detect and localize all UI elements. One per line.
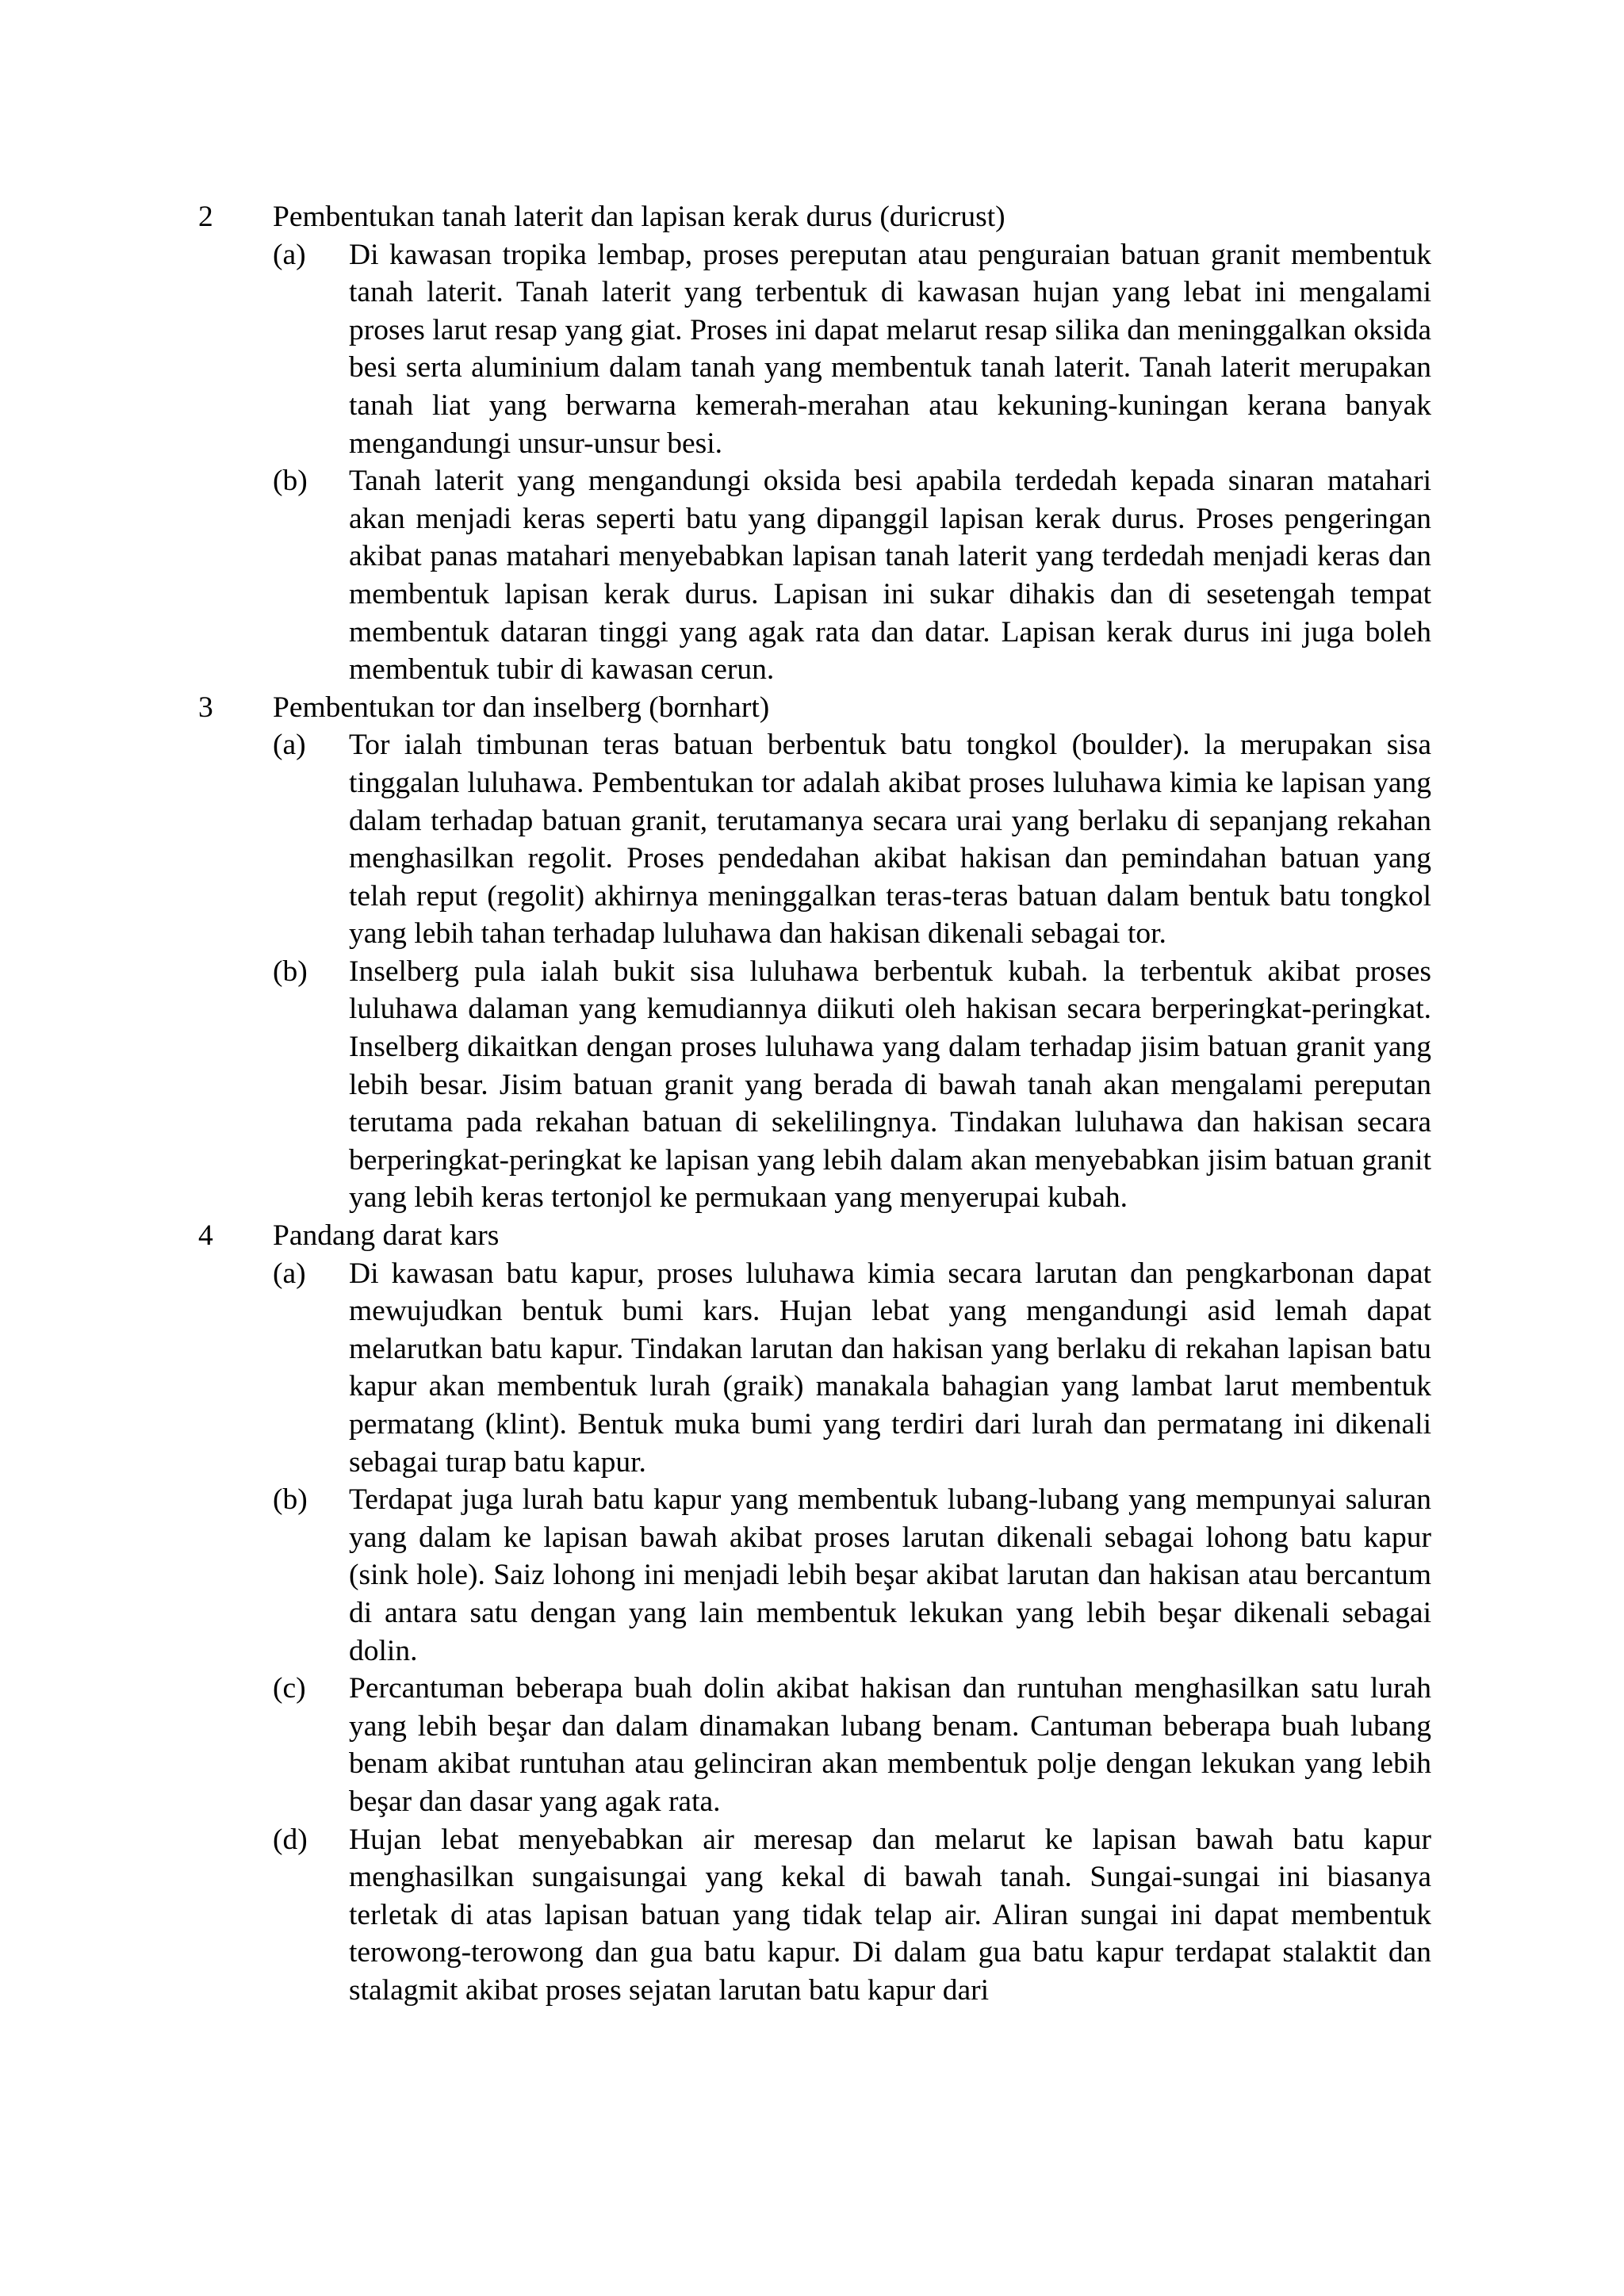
item-text: Percantuman beberapa buah dolin akibat hakisan dan runtuhan menghasilkan satu lurah yang lebih beşar dan dalam dinamakan lubang benam. Cantuman beberapa buah lubang benam akibat runtuhan atau gelinciran akan membentuk polje dengan lekukan yang lebih beşar dan dasar yang agak rata. xyxy=(349,1672,1431,1818)
section-3-item-b xyxy=(198,953,1431,1217)
item-text: Tor ialah timbunan teras batuan berbentuk batu tongkol (boulder). la merupakan sisa tinggalan luluhawa. Pembentukan tor adalah akibat proses luluhawa kimia ke lapisan yang dalam terhadap batuan granit, terutamanya secara urai yang berlaku di sepanjang rekahan menghasilkan regolit. Proses pendedahan akibat hakisan dan pemindahan batuan yang telah reput (regolit) akhirnya meninggalkan teras-teras batuan dalam bentuk batu tongkol yang lebih tahan terhadap luluhawa dan hakisan dikenali sebagai tor. xyxy=(349,729,1431,951)
document-page xyxy=(198,198,1431,2010)
section-4-item-d xyxy=(198,1821,1431,2010)
item-label: (b) xyxy=(273,465,308,498)
item-label: (a) xyxy=(273,729,306,762)
section-heading xyxy=(198,1217,1431,1255)
item-text: Tanah laterit yang mengandungi oksida besi apabila terdedah kepada sinaran matahari akan menjadi keras seperti batu yang dipanggil lapisan kerak durus. Proses pengeringan akibat panas matahari menyebabkan lapisan tanah laterit yang terdedah menjadi keras dan membentuk lapisan kerak durus. Lapisan ini sukar dihakis dan di sesetengah tempat membentuk dataran tinggi yang agak rata dan datar. Lapisan kerak durus ini juga boleh membentuk tubir di kawasan cerun. xyxy=(349,465,1431,687)
section-2-item-b xyxy=(198,462,1431,689)
item-label: (a) xyxy=(273,1257,306,1290)
item-label: (a) xyxy=(273,238,306,271)
section-heading xyxy=(198,198,1431,236)
item-text: Di kawasan batu kapur, proses luluhawa kimia secara larutan dan pengkarbonan dapat mewujudkan bentuk bumi kars. Hujan lebat yang mengandungi asid lemah dapat melarutkan batu kapur. Tindakan larutan dan hakisan yang berlaku di rekahan lapisan batu kapur akan membentuk lurah (graik) manakala bahagian yang lambat larut membentuk permatang (klint). Bentuk muka bumi yang terdiri dari lurah dan permatang ini dikenali sebagai turap batu kapur. xyxy=(349,1257,1431,1479)
section-title: Pembentukan tor dan inselberg (bornhart) xyxy=(273,691,770,724)
section-3 xyxy=(198,689,1431,1217)
section-4-item-a xyxy=(198,1255,1431,1482)
section-title: Pandang darat kars xyxy=(273,1219,500,1253)
item-label: (b) xyxy=(273,1483,308,1517)
section-3-item-a xyxy=(198,726,1431,953)
section-4-item-b xyxy=(198,1481,1431,1670)
section-2 xyxy=(198,198,1431,689)
section-4 xyxy=(198,1217,1431,2009)
section-number: 4 xyxy=(198,1219,213,1253)
item-text: Hujan lebat menyebabkan air meresap dan melarut ke lapisan bawah batu kapur menghasilkan sungaisungai yang kekal di bawah tanah. Sungai-sungai ini biasanya terletak di atas lapisan batuan yang tidak telap air. Aliran sungai ini dapat membentuk terowong-terowong dan gua batu kapur. Di dalam gua batu kapur terdapat stalaktit dan stalagmit akibat proses sejatan larutan batu kapur dari xyxy=(349,1823,1431,2007)
item-label: (b) xyxy=(273,955,308,988)
section-number: 3 xyxy=(198,691,213,724)
item-text: Di kawasan tropika lembap, proses pereputan atau penguraian batuan granit membentuk tanah laterit. Tanah laterit yang terbentuk di kawasan hujan yang lebat ini mengalami proses larut resap yang giat. Proses ini dapat melarut resap silika dan meninggalkan oksida besi serta aluminium dalam tanah yang membentuk tanah laterit. Tanah laterit merupakan tanah liat yang berwarna kemerah-merahan atau kekuning-kuningan kerana banyak mengandungi unsur-unsur besi. xyxy=(349,238,1431,460)
section-4-item-c xyxy=(198,1670,1431,1820)
item-text: Inselberg pula ialah bukit sisa luluhawa berbentuk kubah. la terbentuk akibat proses luluhawa dalaman yang kemudiannya diikuti oleh hakisan secara berperingkat-peringkat. Inselberg dikaitkan dengan proses luluhawa yang dalam terhadap jisim batuan granit yang lebih besar. Jisim batuan granit yang berada di bawah tanah akan mengalami pereputan terutama pada rekahan batuan di sekelilingnya. Tindakan luluhawa dan hakisan secara berperingkat-peringkat ke lapisan yang lebih dalam akan menyebabkan jisim batuan granit yang lebih keras tertonjol ke permukaan yang menyerupai kubah. xyxy=(349,955,1431,1215)
item-label: (d) xyxy=(273,1823,308,1856)
section-number: 2 xyxy=(198,201,213,233)
section-title: Pembentukan tanah laterit dan lapisan kerak durus (duricrust) xyxy=(273,201,1005,233)
item-label: (c) xyxy=(273,1672,306,1705)
item-text: Terdapat juga lurah batu kapur yang membentuk lubang-lubang yang mempunyai saluran yang dalam ke lapisan bawah akibat proses larutan dikenali sebagai lohong batu kapur (sink hole). Saiz lohong ini menjadi lebih beşar akibat larutan dan hakisan atau bercantum di antara satu dengan yang lain membentuk lekukan yang lebih beşar dikenali sebagai dolin. xyxy=(349,1483,1431,1667)
section-2-item-a xyxy=(198,236,1431,463)
section-heading xyxy=(198,689,1431,727)
